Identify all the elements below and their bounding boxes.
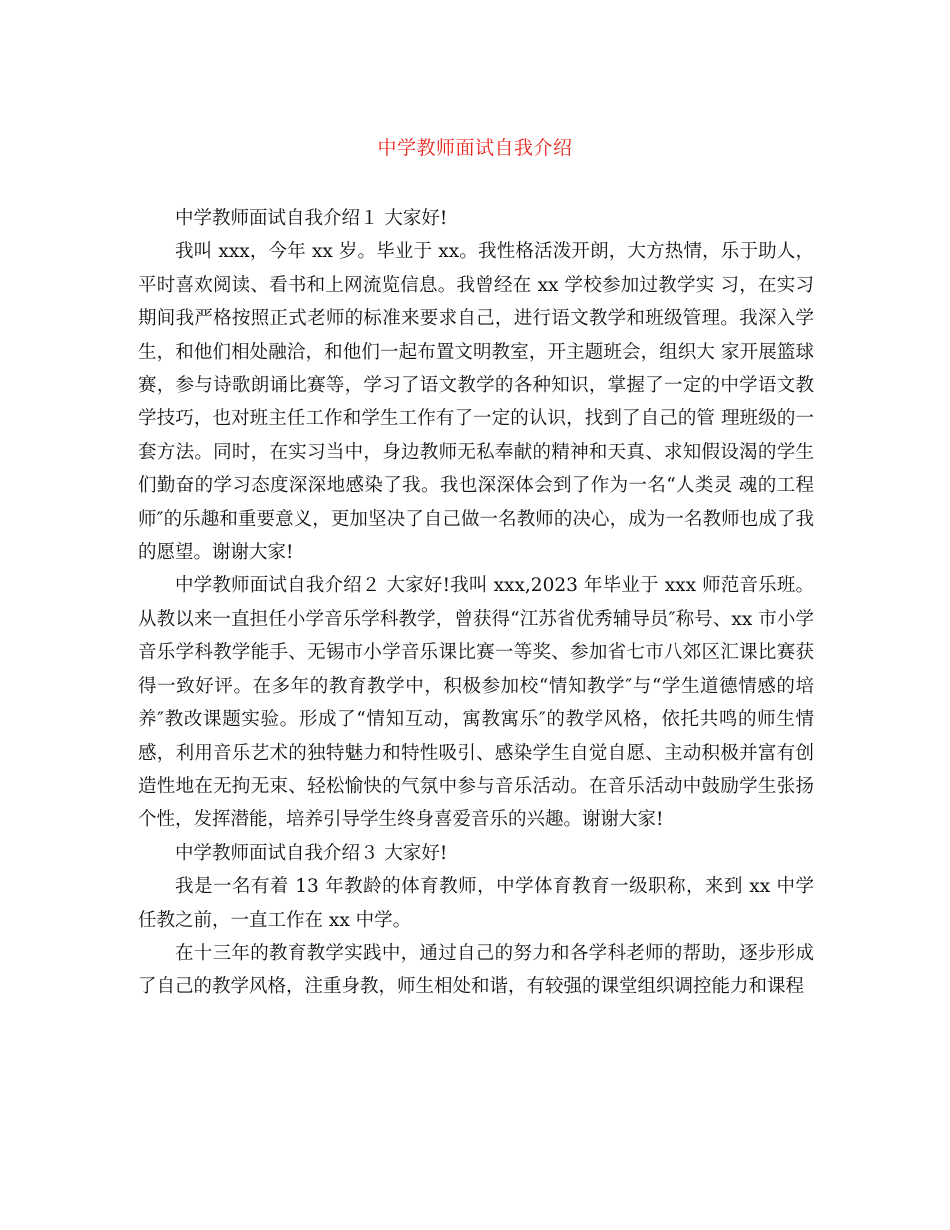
paragraph-intro-1-heading: 中学教师面试自我介绍１ 大家好! xyxy=(175,208,448,229)
paragraph-intro-2: 中学教师面试自我介绍２ 大家好!我叫 xxx,2023 年毕业于 xxx 师范音乐班。从教以来一直担任小学音乐学科教学，曾获得“江苏省优秀辅导员″称号、xx 市小学音乐学科教学能手、无锡市小学音乐课比赛一等奖、参加省七市八郊区汇课比赛获得一致好评。在多年的教育教学中，积极参加校“情知教学″与“学生道德情感的培养″教改课题实验。形成了“情知互动，寓教寓乐″的教学风格，依托共鸣的师生情感，利用音乐艺术的独特魅力和特性吸引、感染学生自觉自愿、主动积极并富有创造性地在无拘无束、轻松愉快的气氛中参与音乐活动。在音乐活动中鼓励学生张扬个性，发挥潜能，培养引导学生终身喜爱音乐的兴趣。谢谢大家! xyxy=(138,575,814,831)
paragraph-intro-3-body-a: 我是一名有着 13 年教龄的体育教师，中学体育教育一级职称，来到 xx 中学任教之前，一直工作在 xx 中学。 xyxy=(138,876,814,931)
paragraph-intro-3-heading: 中学教师面试自我介绍３ 大家好! xyxy=(175,842,448,864)
paragraph-intro-3-body-b: 在十三年的教育教学实践中，通过自己的努力和各学科老师的帮助，逐步形成了自己的教学风格，注重身教，师生相处和谐，有较强的课堂组织调控能力和课程 xyxy=(138,942,814,998)
document-body xyxy=(138,202,814,1004)
paragraph-intro-1-body: 我叫 xxx，今年 xx 岁。毕业于 xx。我性格活泼开朗，大方热情，乐于助人，平时喜欢阅读、看书和上网流览信息。我曾经在 xx 学校参加过教学实 习，在实习期间我严格按照正式老师的标准来要求自己，进行语文教学和班级管理。我深入学生，和他们相处融洽，和他们一起布置文明教室，开主题班会，组织大 家开展篮球赛，参与诗歌朗诵比赛等，学习了语文教学的各种知识，掌握了一定的中学语文教学技巧，也对班主任工作和学生工作有了一定的认识，找到了自己的管 理班级的一套方法。同时，在实习当中，身边教师无私奉献的精神和天真、求知假设渴的学生们勤奋的学习态度深深地感染了我。我也深深体会到了作为一名“人类灵 魂的工程师″的乐趣和重要意义，更加坚决了自己做一名教师的决心，成为一名教师也成了我的愿望。谢谢大家! xyxy=(138,241,814,564)
document-title: 中学教师面试自我介绍 xyxy=(377,137,573,159)
